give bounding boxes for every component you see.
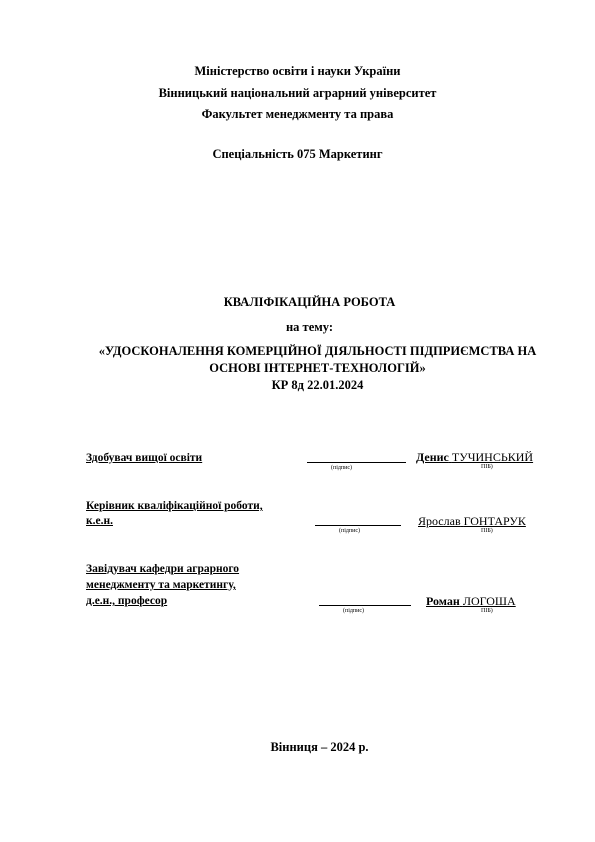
supervisor-last-name: ГОНТАРУК — [463, 514, 526, 528]
head-label-line-3: д.е.н., професор — [86, 595, 168, 607]
supervisor-first-name: Ярослав — [418, 514, 461, 528]
supervisor-name — [418, 514, 526, 528]
document-type: КВАЛІФІКАЦІЙНА РОБОТА — [223, 295, 396, 309]
head-first-name: Роман — [426, 594, 460, 608]
topic-line-1: «УДОСКОНАЛЕННЯ КОМЕРЦІЙНОЇ ДІЯЛЬНОСТІ ПІДПРИЄМСТВА НА — [98, 344, 537, 358]
place-and-year: Вінниця – 2024 р. — [270, 740, 369, 754]
student-last-name: ТУЧИНСЬКИЙ — [451, 450, 534, 464]
topic-line-2: ОСНОВІ ІНТЕРНЕТ-ТЕХНОЛОГІЙ» — [209, 361, 426, 375]
supervisor-signature-line — [315, 525, 401, 526]
student-name — [416, 450, 533, 464]
head-name — [426, 594, 516, 608]
head-signature-line — [319, 605, 411, 606]
student-signature-line — [307, 462, 406, 463]
specialty: Спеціальність 075 Маркетинг — [212, 147, 383, 161]
head-name-caption: ПІБ) — [481, 608, 493, 614]
supervisor-label-line-1: Керівник кваліфікаційної роботи, — [86, 500, 263, 512]
ministry-name: Міністерство освіти і науки України — [194, 64, 401, 78]
student-signature-caption: (підпис) — [331, 465, 353, 471]
student-label: Здобувач вищої освіти — [86, 452, 203, 464]
faculty-name: Факультет менеджменту та права — [201, 107, 394, 121]
student-name-caption: ПІБ) — [481, 464, 493, 470]
head-label-line-1: Завідувач кафедри аграрного — [86, 563, 240, 575]
supervisor-label-line-2: к.е.н. — [86, 515, 113, 527]
head-last-name: ЛОГОША — [462, 594, 516, 608]
university-name: Вінницький національний аграрний університет — [158, 86, 437, 100]
topic-label: на тему: — [285, 320, 334, 334]
document-code: КР 8д 22.01.2024 — [271, 378, 364, 392]
supervisor-signature-caption: (підпис) — [339, 528, 361, 534]
student-first-name: Денис — [416, 450, 449, 464]
supervisor-name-caption: ПІБ) — [481, 528, 493, 534]
head-signature-caption: (підпис) — [343, 608, 365, 614]
head-label-line-2: менеджменту та маркетингу, — [86, 579, 236, 591]
